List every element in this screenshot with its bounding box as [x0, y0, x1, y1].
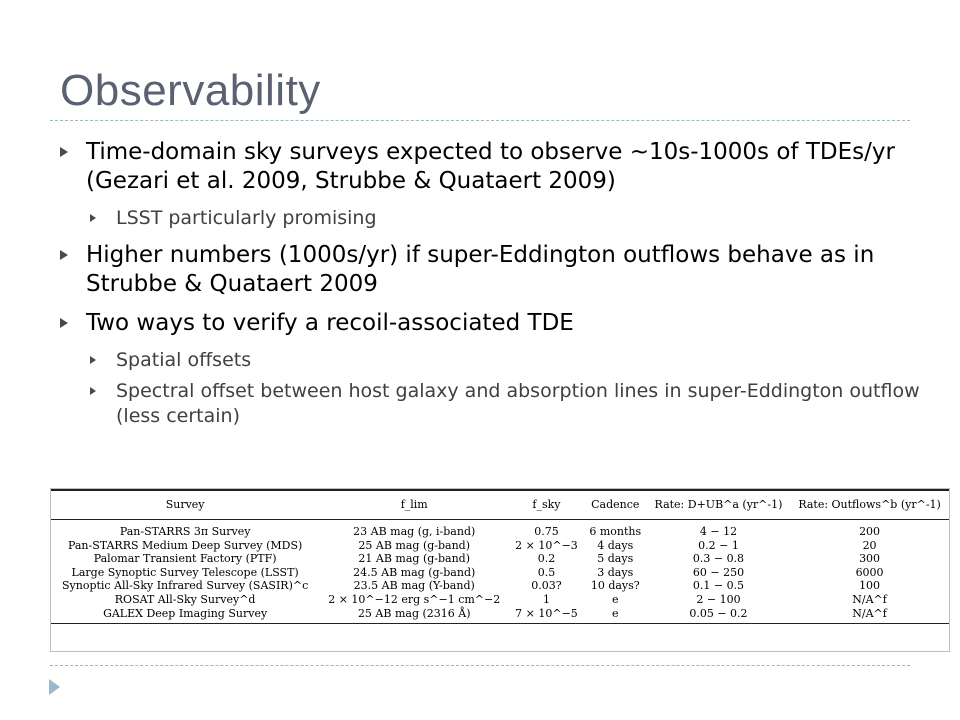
table-cell: Pan-STARRS Medium Deep Survey (MDS): [67, 538, 303, 552]
table-cell: 1: [542, 592, 550, 606]
table-header-cell: Rate: Outflows^b (yr^-1): [798, 498, 941, 511]
table-cell: GALEX Deep Imaging Survey: [103, 606, 268, 620]
bullet-arrow-icon: [90, 387, 96, 395]
table-cell: Pan-STARRS 3π Survey: [119, 525, 251, 538]
table-cell: Synoptic All-Sky Infrared Survey (SASIR)^c: [62, 579, 309, 593]
table-cell: 7 × 10^−5: [515, 606, 578, 620]
bullet-arrow-icon: [90, 356, 96, 364]
table-cell: 6 months: [589, 525, 642, 538]
bullet-arrow-icon: [60, 147, 68, 157]
table-row: [51, 539, 949, 553]
bullet-arrow-icon: [90, 214, 96, 222]
bullet-list: [60, 138, 920, 439]
bullet-3: [60, 309, 920, 338]
table-header-cell: f_sky: [532, 498, 561, 511]
table-header-cell: Rate: D+UB^a (yr^-1): [654, 498, 783, 511]
table-row: [51, 593, 949, 607]
table-cell: 0.1 − 0.5: [692, 579, 745, 593]
sub-bullet-3: [60, 379, 920, 429]
table-cell: e: [612, 592, 619, 606]
table-cell: 5 days: [597, 552, 634, 566]
table-cell: 0.2: [537, 552, 556, 566]
table-cell: 23 AB mag (g, i-band): [353, 525, 476, 538]
table-cell: 23.5 AB mag (Y-band): [353, 579, 475, 593]
table-cell: N/A^f: [852, 592, 887, 606]
table-cell: 4 days: [597, 538, 634, 552]
table-cell: 10 days?: [590, 579, 640, 593]
table-cell: 0.03?: [531, 579, 562, 593]
table-header-row: [51, 490, 949, 520]
table-cell: 60 − 250: [692, 565, 745, 579]
table-cell: e: [612, 606, 619, 620]
table-cell: 4 − 12: [699, 525, 738, 538]
table-row: [51, 552, 949, 566]
table-cell: 24.5 AB mag (g-band): [353, 565, 476, 579]
table-cell: 300: [859, 552, 881, 566]
table-cell: 100: [859, 579, 881, 593]
table-cell: 0.2 − 1: [698, 538, 739, 552]
table-cell: Large Synoptic Survey Telescope (LSST): [71, 565, 299, 579]
table-body: [51, 520, 949, 624]
bullet-arrow-icon: [60, 250, 68, 260]
table-cell: 0.75: [534, 525, 559, 538]
table-cell: 20: [862, 538, 877, 552]
table-cell: 0.05 − 0.2: [689, 606, 748, 620]
bullet-2: [60, 241, 920, 299]
table-cell: Palomar Transient Factory (PTF): [93, 552, 277, 566]
bullet-text: Time-domain sky surveys expected to observe ~10s-1000s of TDEs/yr (Gezari et al. 2009, Strubbe & Quataert 2009): [86, 139, 895, 194]
table-cell: 2 × 10^−12 erg s^−1 cm^−2: [328, 592, 501, 606]
table-cell: ROSAT All-Sky Survey^d: [114, 592, 256, 606]
table-cell: 3 days: [597, 565, 634, 579]
sub-bullet-2: [60, 348, 920, 373]
bullet-text: Spatial offsets: [116, 349, 252, 371]
table-row: [51, 607, 949, 624]
table-row: [51, 579, 949, 593]
table-cell: 21 AB mag (g-band): [358, 552, 471, 566]
table-cell: 25 AB mag (2316 Å): [357, 606, 471, 620]
bullet-text: Two ways to verify a recoil-associated TDE: [86, 310, 574, 336]
bullet-text: Spectral offset between host galaxy and absorption lines in super-Eddington outflow (less certain): [116, 380, 920, 427]
bullet-1: [60, 138, 920, 196]
survey-table-image: [50, 488, 950, 652]
bullet-text: Higher numbers (1000s/yr) if super-Eddington outflows behave as in Strubbe & Quataert 2009: [86, 242, 875, 297]
table-header-cell: Cadence: [591, 498, 640, 511]
table-cell: N/A^f: [852, 606, 887, 620]
footer-divider: [50, 665, 910, 666]
table-cell: 2 × 10^−3: [515, 538, 578, 552]
bullet-text: LSST particularly promising: [116, 207, 377, 229]
table-cell: 0.3 − 0.8: [692, 552, 745, 566]
table-cell: 0.5: [537, 565, 556, 579]
sub-bullet-1: [60, 206, 920, 231]
slide-nav-arrow-icon: [49, 679, 60, 695]
table-row: [51, 520, 949, 539]
table-cell: 6000: [855, 565, 884, 579]
title-divider: [50, 120, 910, 121]
table-cell: 200: [859, 525, 881, 538]
table-cell: 25 AB mag (g-band): [358, 538, 471, 552]
table-header-cell: f_lim: [400, 498, 428, 511]
survey-table: [51, 489, 949, 624]
table-header-cell: Survey: [165, 498, 205, 511]
slide-title: Observability: [60, 66, 321, 115]
bullet-arrow-icon: [60, 318, 68, 328]
table-row: [51, 566, 949, 580]
table-cell: 2 − 100: [696, 592, 741, 606]
